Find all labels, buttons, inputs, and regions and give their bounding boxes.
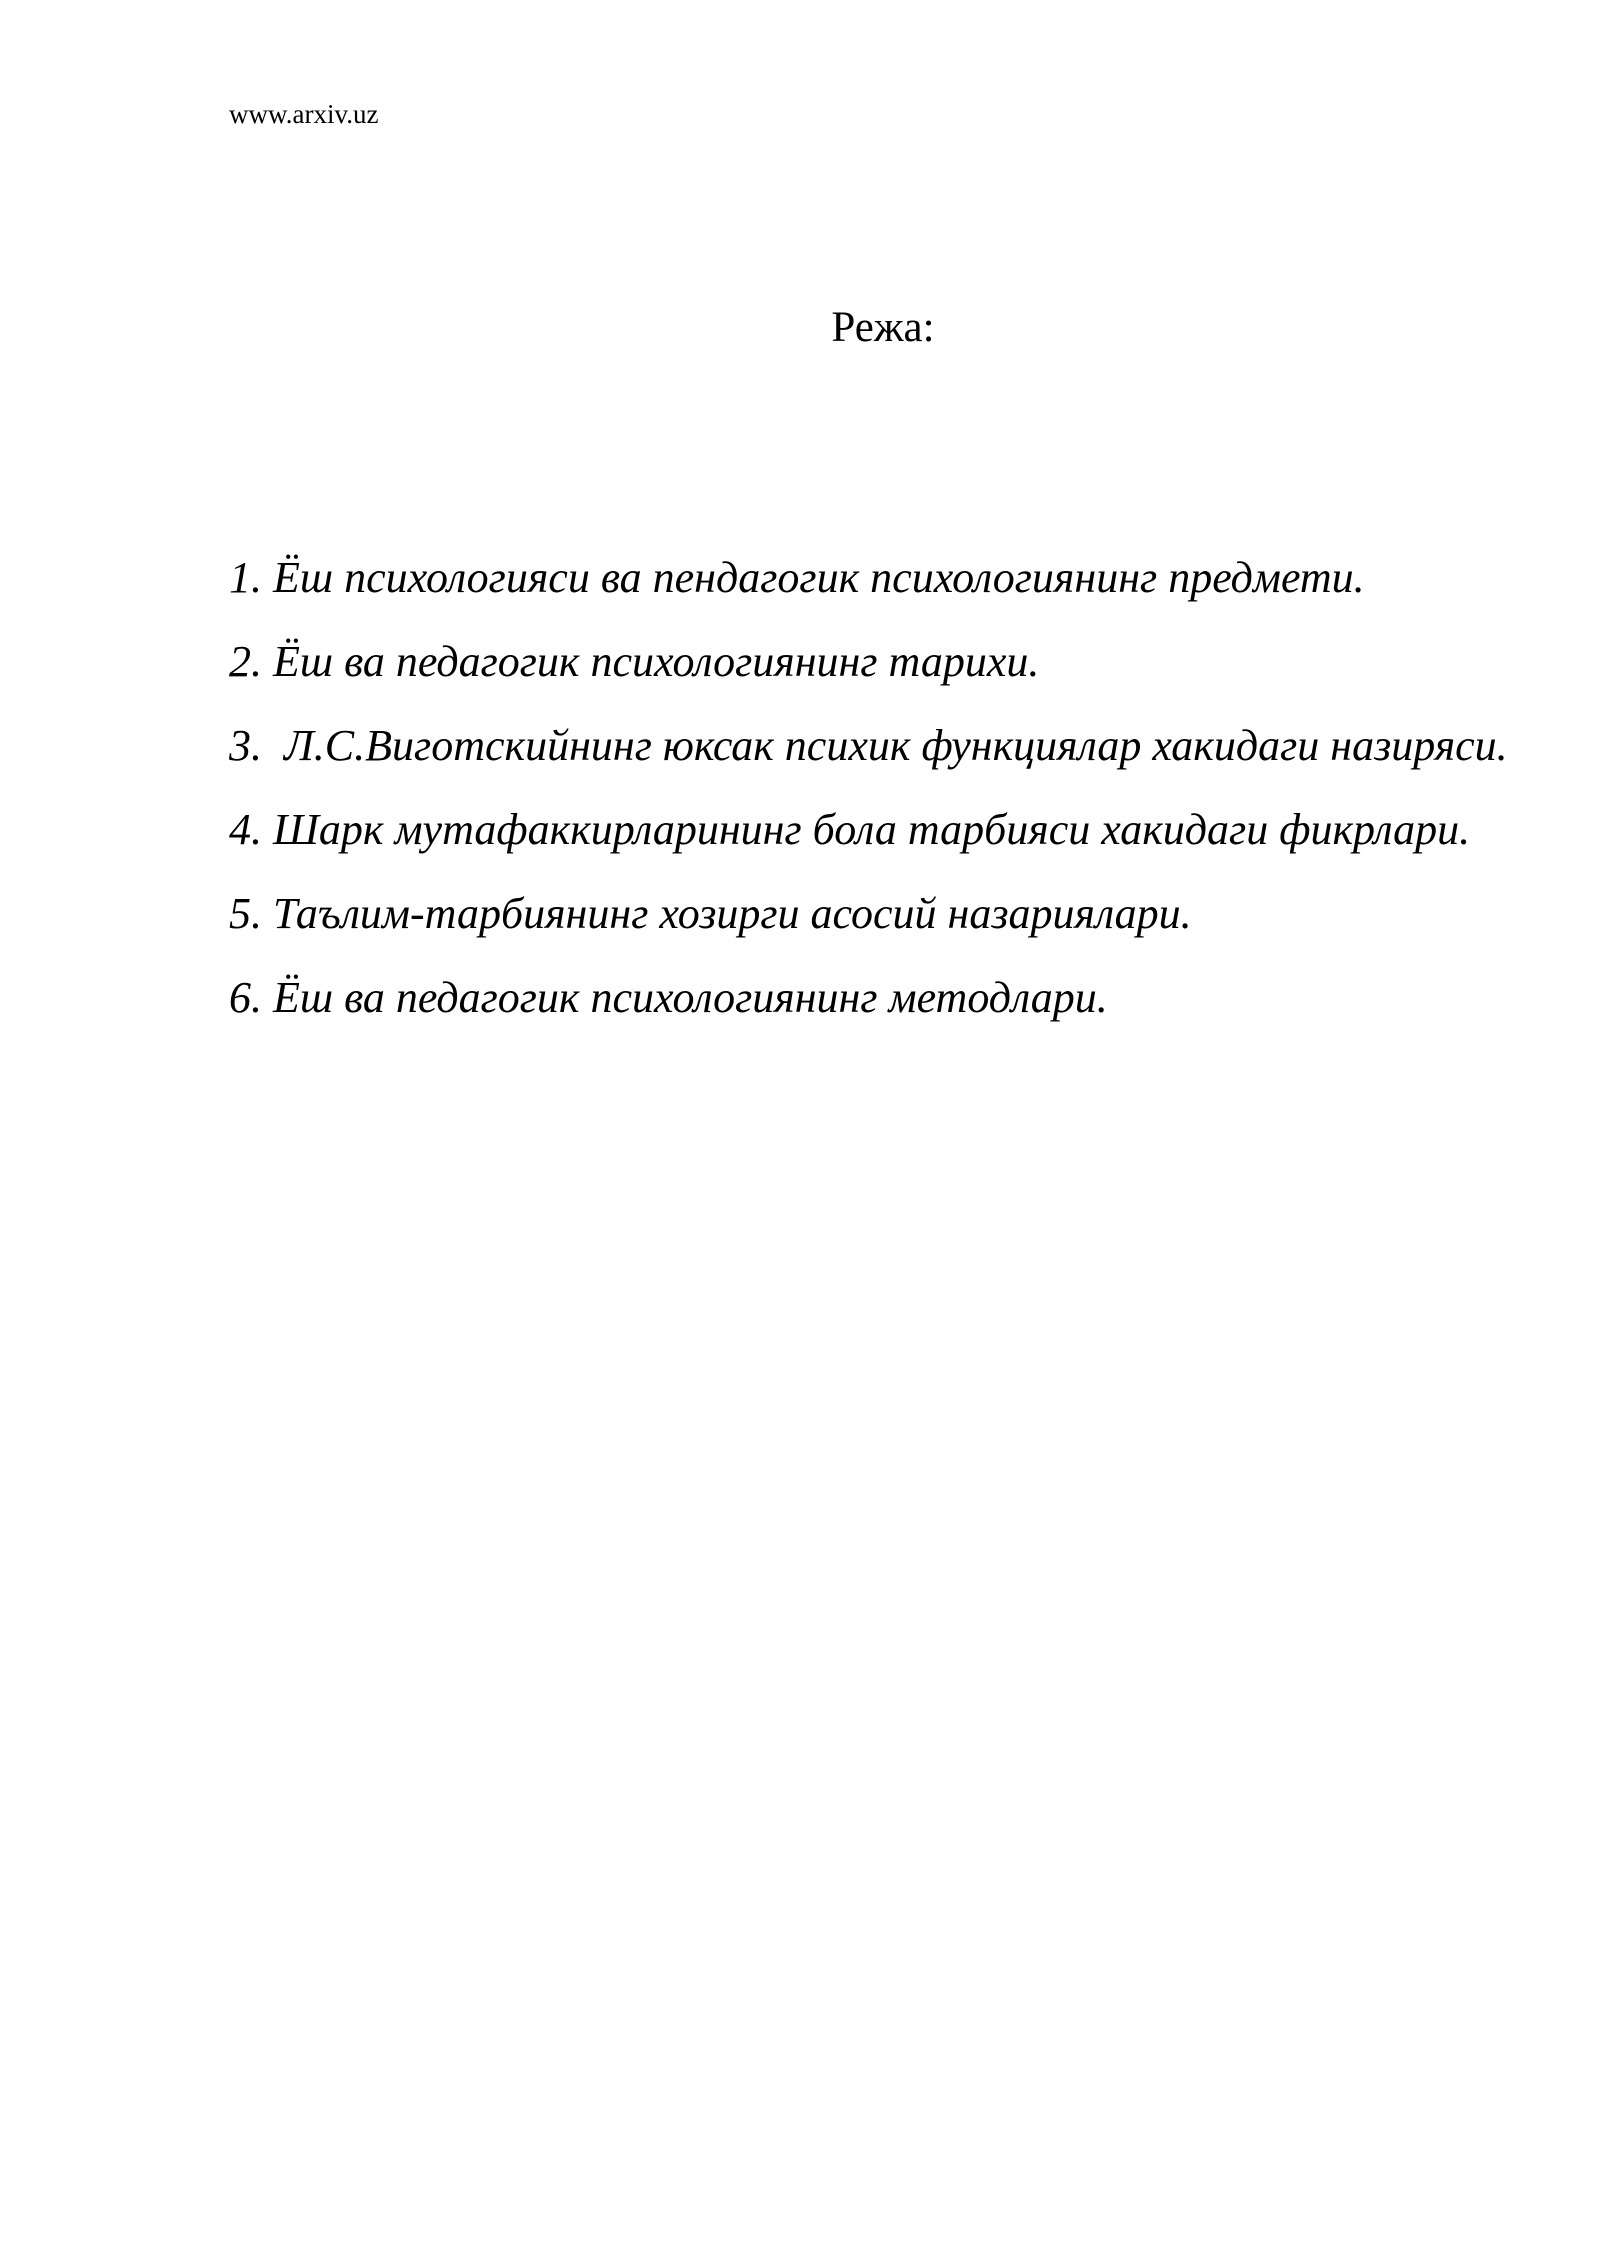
item-text: Шарк мутафаккирларининг бола тарбияси хакидаги фикрлари.	[262, 805, 1471, 854]
list-item	[229, 620, 1539, 704]
list-item	[229, 536, 1539, 620]
item-text: Таълим-тарбиянинг хозирги асосий назариялари.	[262, 889, 1192, 938]
header-url: www.arxiv.uz	[229, 99, 379, 129]
item-text: Ёш психологияси ва пендагогик психологиянинг предмети.	[262, 553, 1365, 602]
list-item	[229, 872, 1539, 956]
item-text: Ёш ва педагогик психологиянинг тарихи.	[262, 637, 1040, 686]
page-title: Режа:	[831, 304, 935, 351]
item-number: 1.	[229, 553, 262, 602]
item-text: Л.С.Виготскийнинг юксак психик функциялар хакидаги назиряси.	[262, 721, 1508, 770]
item-number: 2.	[229, 637, 262, 686]
plan-list	[229, 536, 1539, 1040]
item-number: 6.	[229, 973, 262, 1022]
list-item	[229, 956, 1539, 1040]
item-number: 5.	[229, 889, 262, 938]
item-number: 3.	[229, 721, 262, 770]
item-number: 4.	[229, 805, 262, 854]
list-item	[229, 788, 1539, 872]
list-item	[229, 704, 1539, 788]
item-text: Ёш ва педагогик психологиянинг методлари.	[262, 973, 1108, 1022]
